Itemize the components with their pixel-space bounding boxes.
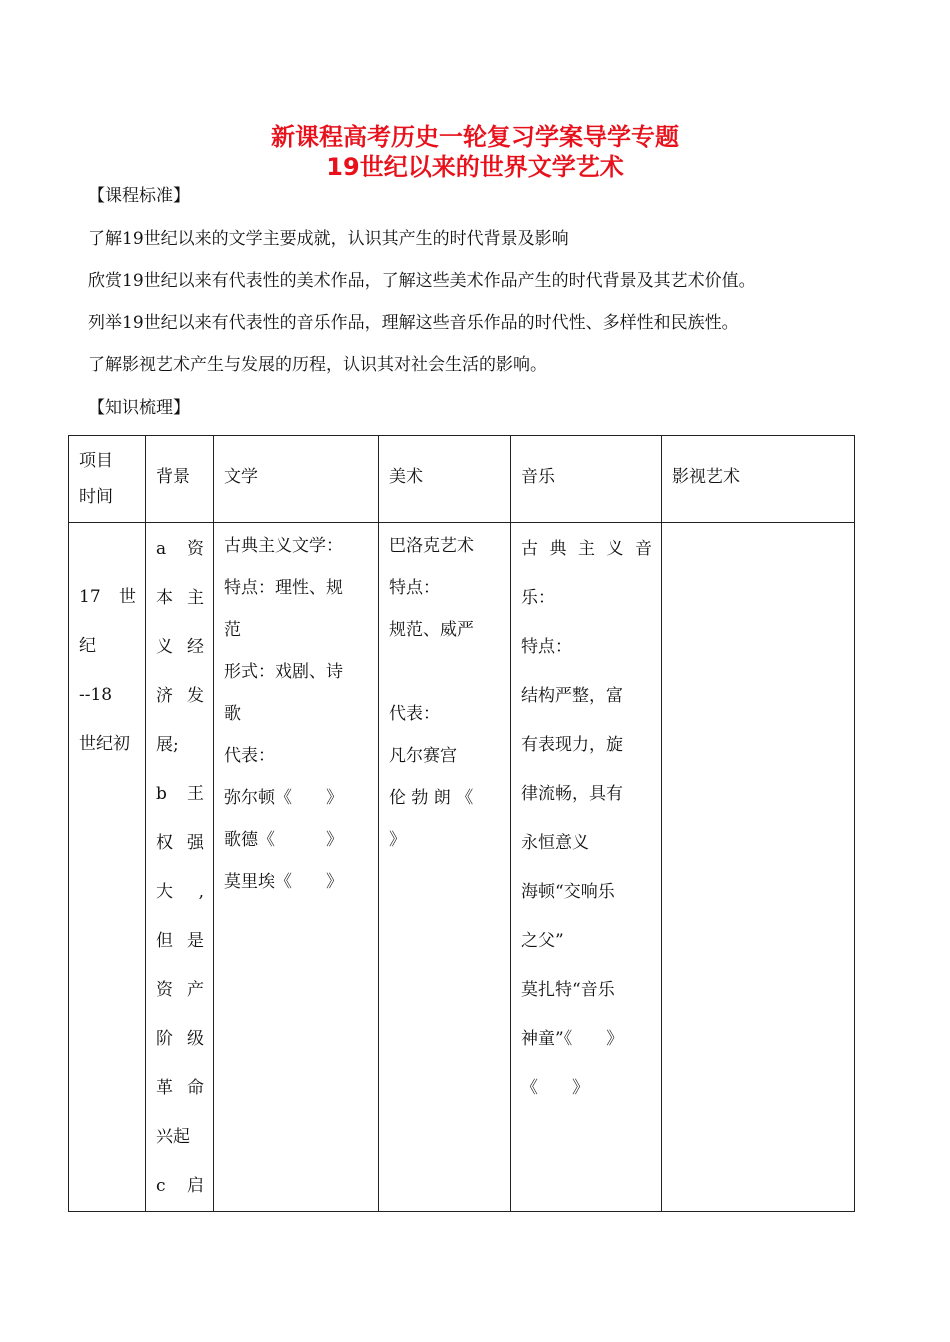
cell-line: 凡尔赛宫 [389,746,457,766]
cell-line: 革 命 [156,1078,204,1098]
cell-line: c 启 [156,1176,204,1196]
cell-line: 展; [156,735,179,755]
cell-line: 永恒意义 [521,833,589,853]
standard-item-1: 了解19世纪以来的文学主要成就，认识其产生的时代背景及影响 [88,229,569,249]
knowledge-heading: 【知识梳理】 [88,398,190,418]
cell-line: 兴起 [156,1127,190,1147]
cell-line: 乐： [521,588,555,608]
cell-line: 义 经 [156,637,204,657]
header-background-label: 背景 [156,467,190,487]
cell-line: 特点： [389,578,440,598]
header-art-label: 美术 [389,467,423,487]
cell-line: 纪 [79,636,96,656]
cell-literature [214,523,379,1212]
header-music [511,436,662,523]
cell-line: b 王 [156,784,204,804]
cell-line: 范 [224,620,241,640]
cell-line: 形式：戏剧、诗 [224,662,343,682]
cell-line: 有表现力，旋 [521,735,623,755]
standard-item-3: 列举19世纪以来有代表性的音乐作品，理解这些音乐作品的时代性、多样性和民族性。 [88,313,739,333]
header-film-label: 影视艺术 [672,467,740,487]
cell-line: 莫扎特“音乐 [521,980,615,1000]
cell-art [379,523,511,1212]
standard-item-4: 了解影视艺术产生与发展的历程，认识其对社会生活的影响。 [88,355,547,375]
cell-line: 歌德《 》 [224,830,343,850]
header-item-time [69,436,146,523]
knowledge-table [68,435,855,1212]
cell-line: 代表： [389,704,440,724]
cell-line: a 资 [156,539,204,559]
cell-background [146,523,214,1212]
cell-line [389,651,501,693]
cell-line: 济 发 [156,686,204,706]
table-row [69,523,855,1212]
cell-line: 权 强 [156,833,204,853]
cell-line: 17 世 [79,587,136,607]
header-literature-label: 文学 [224,467,258,487]
cell-line: 但 是 [156,931,204,951]
header-literature [214,436,379,523]
header-art [379,436,511,523]
standards-heading: 【课程标准】 [88,186,190,206]
cell-line: 歌 [224,704,241,724]
cell-line: 律流畅，具有 [521,784,623,804]
cell-line: 资 产 [156,980,204,1000]
cell-line: 特点：理性、规 [224,578,343,598]
cell-line: 之父” [521,931,564,951]
cell-line: 伦 勃 朗 《 [389,788,474,808]
header-time-label: 时间 [79,487,113,507]
cell-line: 结构严整，富 [521,686,623,706]
header-item-label: 项目 [79,451,113,471]
standard-item-2: 欣赏19世纪以来有代表性的美术作品，了解这些美术作品产生的时代背景及其艺术价值。 [88,271,756,291]
title-line-1: 新课程高考历史一轮复习学案导学专题 [271,123,679,151]
cell-line: 海顿“交响乐 [521,882,615,902]
cell-film [662,523,855,1212]
cell-line: 规范、威严 [389,620,474,640]
table-header-row [69,436,855,523]
cell-line: 古典主义文学： [224,536,343,556]
header-film [662,436,855,523]
cell-line: 》 [389,830,406,850]
header-music-label: 音乐 [521,467,555,487]
cell-line: 本 主 [156,588,204,608]
cell-line: 特点： [521,637,572,657]
cell-line: 大 , [156,882,204,902]
cell-line: 巴洛克艺术 [389,536,474,556]
cell-time [69,523,146,1212]
header-background [146,436,214,523]
cell-line: 代表： [224,746,275,766]
cell-line: 阶 级 [156,1029,204,1049]
cell-line: 莫里埃《 》 [224,872,343,892]
cell-line: 古 典 主 义 音 [521,539,652,559]
cell-music [511,523,662,1212]
cell-line: 神童”《 》 [521,1029,624,1049]
cell-line: 弥尔顿《 》 [224,788,343,808]
title-line-2: 19世纪以来的世界文学艺术 [326,153,624,181]
cell-line: 世纪初 [79,734,130,754]
cell-line: 《 》 [521,1078,589,1098]
cell-line: --18 [79,685,113,705]
